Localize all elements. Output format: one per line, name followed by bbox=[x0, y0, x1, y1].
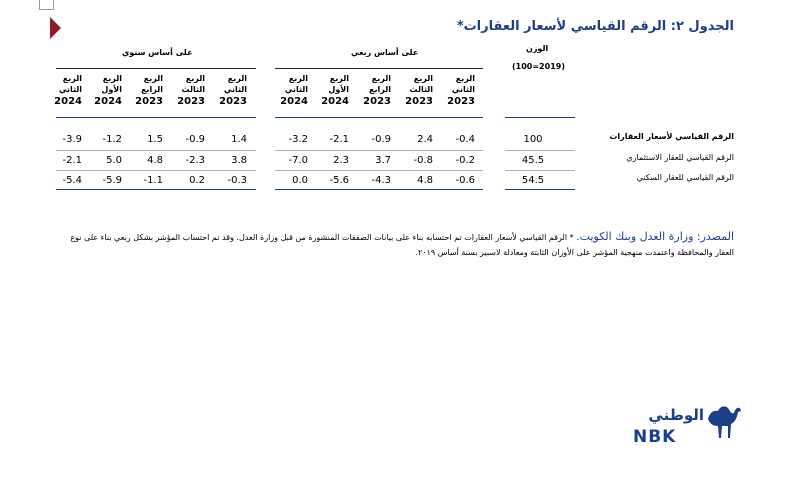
header-rule-annual bbox=[56, 117, 256, 118]
table-bottom-rule bbox=[275, 189, 483, 190]
weight-base: (100=2019) bbox=[512, 62, 565, 71]
annual-r1-c4: -0.9 bbox=[185, 134, 205, 145]
annual-group-rule bbox=[56, 68, 256, 69]
row-rule bbox=[505, 170, 575, 171]
source-note bbox=[58, 229, 734, 260]
table-bottom-rule bbox=[505, 189, 575, 190]
annual-col-5: الربع الثاني 2023 bbox=[219, 74, 247, 107]
weight-r2: 45.5 bbox=[521, 155, 545, 166]
quarterly-col-1: الربع الثاني 2024 bbox=[280, 74, 308, 107]
row-rule bbox=[56, 170, 256, 171]
quarterly-r3-c1: 0.0 bbox=[292, 175, 308, 186]
annual-r1-c3: 1.5 bbox=[147, 134, 163, 145]
row-rule bbox=[56, 150, 256, 151]
annual-r2-c5: 3.8 bbox=[231, 155, 247, 166]
row-label-2: الرقم القياسي للعقار الاستثماري bbox=[626, 153, 734, 162]
quarterly-col-2: الربع الأول 2024 bbox=[321, 74, 349, 107]
row-label-3: الرقم القياسي للعقار السكني bbox=[636, 173, 734, 182]
group-header-quarterly: على أساس ربعي bbox=[351, 48, 419, 57]
red-marker bbox=[50, 17, 61, 39]
logo-latin: NBK bbox=[633, 427, 677, 446]
annual-r3-c3: -1.1 bbox=[143, 175, 163, 186]
table-bottom-rule bbox=[56, 189, 256, 190]
annual-col-2: الربع الأول 2024 bbox=[94, 74, 122, 107]
corner-box bbox=[39, 0, 54, 10]
quarterly-r1-c4: 2.4 bbox=[417, 134, 433, 145]
table-title: الجدول ٢: الرقم القياسي لأسعار العقارات* bbox=[456, 19, 734, 34]
weight-header: الوزن bbox=[526, 44, 549, 53]
annual-r2-c3: 4.8 bbox=[147, 155, 163, 166]
header-rule-weight bbox=[505, 117, 575, 118]
quarterly-r3-c3: -4.3 bbox=[371, 175, 391, 186]
annual-col-1: الربع الثاني 2024 bbox=[54, 74, 82, 107]
annual-r3-c2: -5.9 bbox=[102, 175, 122, 186]
annual-r1-c1: -3.9 bbox=[62, 134, 82, 145]
annual-r2-c2: 5.0 bbox=[106, 155, 122, 166]
annual-r3-c5: -0.3 bbox=[227, 175, 247, 186]
annual-r2-c1: -2.1 bbox=[62, 155, 82, 166]
annual-col-4: الربع الثالث 2023 bbox=[177, 74, 205, 107]
row-rule bbox=[275, 170, 483, 171]
annual-r1-c5: 1.4 bbox=[231, 134, 247, 145]
quarterly-group-rule bbox=[275, 68, 483, 69]
camel-icon bbox=[708, 406, 741, 438]
row-rule bbox=[275, 150, 483, 151]
quarterly-r1-c2: -2.1 bbox=[329, 134, 349, 145]
quarterly-r2-c2: 2.3 bbox=[333, 155, 349, 166]
quarterly-r1-c5: -0.4 bbox=[455, 134, 475, 145]
quarterly-r2-c5: -0.2 bbox=[455, 155, 475, 166]
quarterly-r3-c2: -5.6 bbox=[329, 175, 349, 186]
source-text: * الرقم القياسي لأسعار العقارات تم احتسابه بناء على بيانات الصفقات المنشورة من قبل وزارة العدل. وقد تم احتساب المؤشر بشكل ربعي بناء على نوع العقار والمحافظة واعتمدت منهجية المؤشر على الأوزان الثابتة ومعادلة لاسبير بسنة أساس ٢٠١٩. bbox=[70, 233, 734, 257]
annual-r3-c1: -5.4 bbox=[62, 175, 82, 186]
quarterly-r3-c5: -0.6 bbox=[455, 175, 475, 186]
quarterly-col-3: الربع الرابع 2023 bbox=[363, 74, 391, 107]
annual-r1-c2: -1.2 bbox=[102, 134, 122, 145]
weight-r3: 54.5 bbox=[521, 175, 545, 186]
quarterly-r2-c4: -0.8 bbox=[413, 155, 433, 166]
quarterly-r2-c3: 3.7 bbox=[375, 155, 391, 166]
row-rule bbox=[505, 150, 575, 151]
weight-r1: 100 bbox=[523, 134, 543, 145]
quarterly-r2-c1: -7.0 bbox=[288, 155, 308, 166]
row-label-1: الرقم القياسي لأسعار العقارات bbox=[609, 132, 734, 141]
logo-arabic: الوطني bbox=[648, 406, 704, 424]
quarterly-r1-c1: -3.2 bbox=[288, 134, 308, 145]
annual-r3-c4: 0.2 bbox=[189, 175, 205, 186]
quarterly-r1-c3: -0.9 bbox=[371, 134, 391, 145]
source-lead: المصدر: وزارة العدل وبنك الكويت. bbox=[576, 230, 734, 243]
quarterly-col-4: الربع الثالث 2023 bbox=[405, 74, 433, 107]
group-header-annual: على أساس سنوي bbox=[122, 48, 193, 57]
nbk-logo bbox=[632, 402, 742, 446]
annual-r2-c4: -2.3 bbox=[185, 155, 205, 166]
quarterly-col-5: الربع الثاني 2023 bbox=[447, 74, 475, 107]
header-rule-quarterly bbox=[275, 117, 483, 118]
quarterly-r3-c4: 4.8 bbox=[417, 175, 433, 186]
annual-col-3: الربع الرابع 2023 bbox=[135, 74, 163, 107]
